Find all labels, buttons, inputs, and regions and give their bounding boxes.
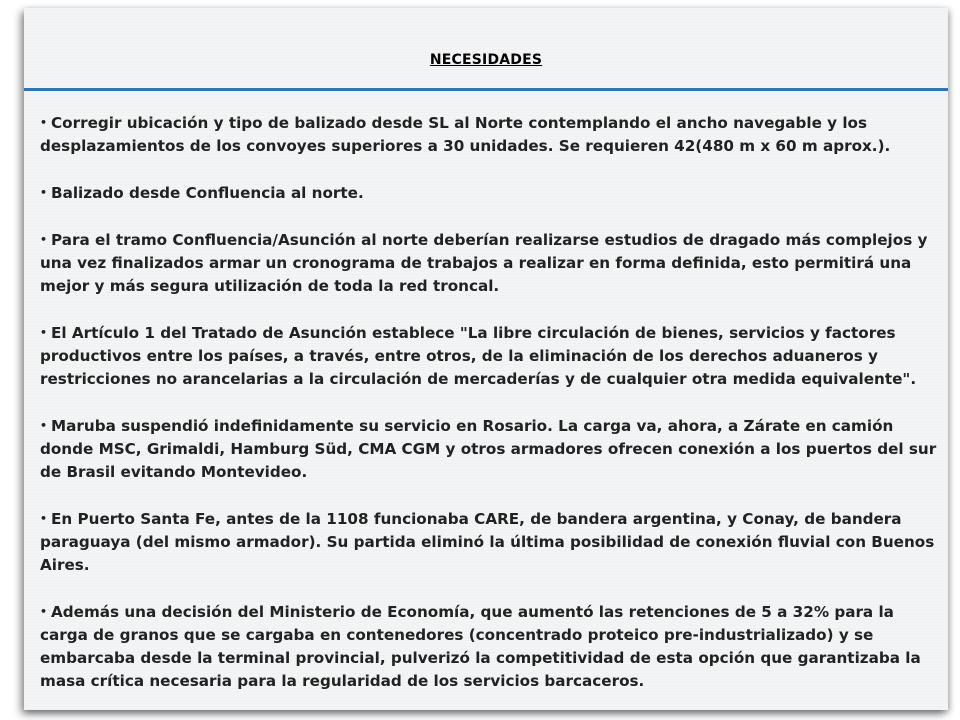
bullet-icon: • (40, 326, 48, 339)
bullet-icon: • (40, 512, 48, 525)
bullet-item-5 (40, 414, 940, 484)
bullet-text: Corregir ubicación y tipo de balizado desde SL al Norte contemplando el ancho navegable y los desplazamientos de los convoyes superiores a 30 unidades. Se requieren 42(480 m x 60 m aprox.). (40, 114, 891, 155)
title-divider (24, 88, 948, 91)
bullet-icon: • (40, 233, 48, 246)
bullet-item-7 (40, 600, 940, 693)
bullet-item-3 (40, 228, 940, 298)
bullet-list (40, 111, 940, 710)
bullet-text: Además una decisión del Ministerio de Economía, que aumentó las retenciones de 5 a 32% para la carga de granos que se cargaba en contenedores (concentrado proteico pre-industrializado) y se embarcaba desde la terminal provincial, pulverizó la competitividad de esta opción que garantizaba la masa crítica necesaria para la regularidad de los servicios barcaceros. (40, 603, 921, 690)
bullet-text: El Artículo 1 del Tratado de Asunción establece "La libre circulación de bienes, servicios y factores productivos entre los países, a través, entre otros, de la eliminación de los derechos aduaneros y restricciones no arancelarias a la circulación de mercaderías y de cualquier otra medida equivalente". (40, 324, 917, 388)
slide-title: NECESIDADES (429, 52, 543, 68)
bullet-text: En Puerto Santa Fe, antes de la 1108 funcionaba CARE, de bandera argentina, y Conay, de bandera paraguaya (del mismo armador). Su partida eliminó la última posibilidad de conexión fluvial con Buenos Aires. (40, 510, 935, 574)
bullet-icon: • (40, 116, 48, 129)
bullet-item-6 (40, 507, 940, 577)
bullet-icon: • (40, 419, 48, 432)
bullet-item-1 (40, 111, 940, 158)
bullet-text: Para el tramo Confluencia/Asunción al norte deberían realizarse estudios de dragado más complejos y una vez finalizados armar un cronograma de trabajos a realizar en forma definida, esto permitirá una mejor y más segura utilización de toda la red troncal. (40, 231, 928, 295)
title-area (24, 8, 948, 90)
bullet-icon: • (40, 605, 48, 618)
bullet-item-2 (40, 181, 940, 205)
bullet-item-4 (40, 321, 940, 391)
bullet-text: Balizado desde Confluencia al norte. (51, 184, 364, 202)
bullet-icon: • (40, 186, 48, 199)
bullet-text: Maruba suspendió indefinidamente su servicio en Rosario. La carga va, ahora, a Zárate en camión donde MSC, Grimaldi, Hamburg Süd, CMA CGM y otros armadores ofrecen conexión a los puertos del sur de Brasil evitando Montevideo. (40, 417, 937, 481)
slide-frame (24, 8, 948, 710)
